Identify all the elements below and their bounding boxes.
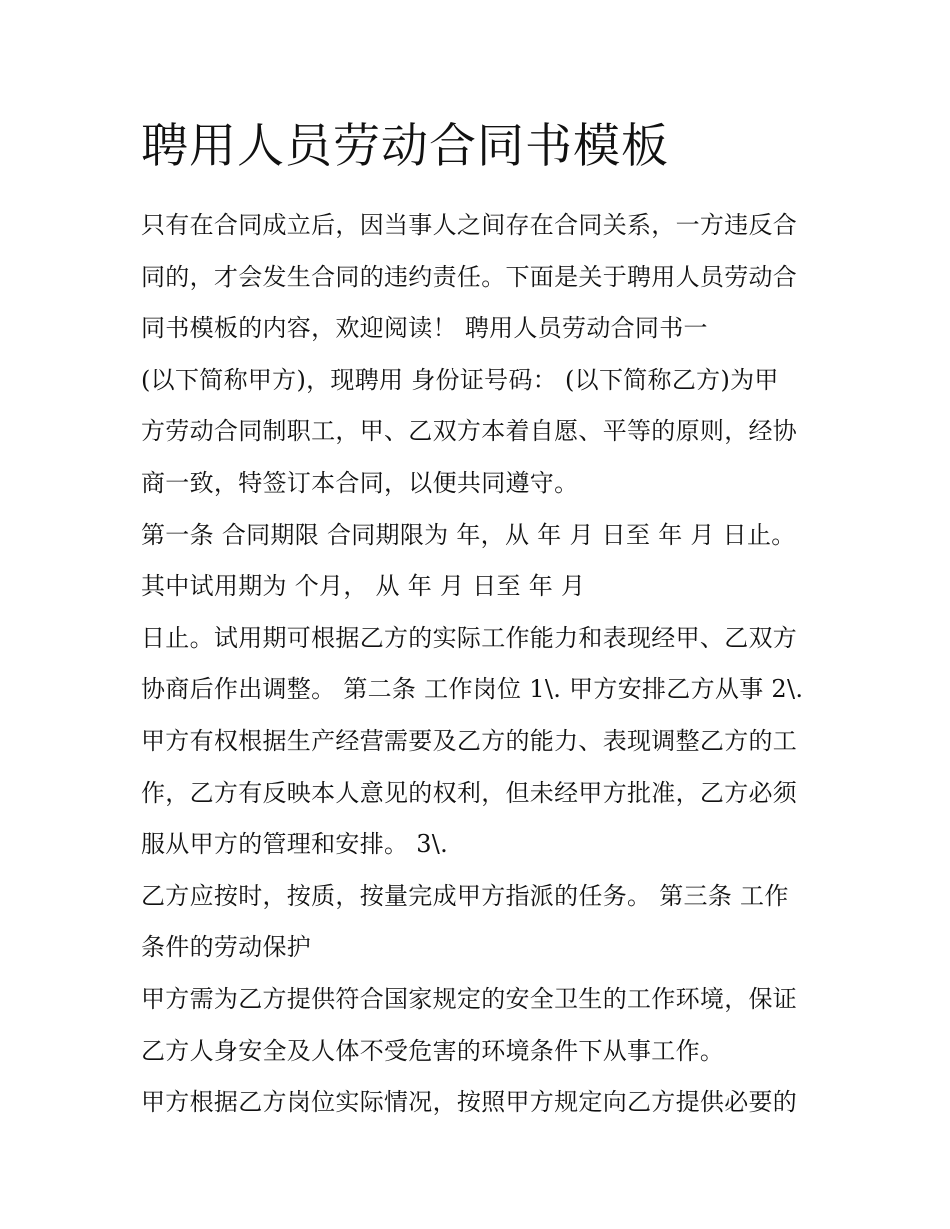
body-line: 第一条 合同期限 合同期限为 年，从 年 月 日至 年 月 日止。 <box>141 520 796 549</box>
body-line: 日止。试用期可根据乙方的实际工作能力和表现经甲、乙双方 <box>141 623 798 652</box>
body-line: 商一致，特签订本合同，以便共同遵守。 <box>141 468 579 497</box>
body-line: 方劳动合同制职工，甲、乙双方本着自愿、平等的原则，经协 <box>141 417 798 446</box>
body-line: 甲方有权根据生产经营需要及乙方的能力、表现调整乙方的工 <box>141 726 798 755</box>
body-line: 乙方应按时，按质，按量完成甲方指派的任务。 第三条 工作 <box>141 881 789 910</box>
body-line: 协商后作出调整。 第二条 工作岗位 1\. 甲方安排乙方从事 2\. <box>141 675 804 704</box>
body-line: 乙方人身安全及人体不受危害的环境条件下从事工作。 <box>141 1036 725 1065</box>
body-line: 服从甲方的管理和安排。 3\. <box>141 830 449 859</box>
body-line: 作，乙方有反映本人意见的权利，但未经甲方批准，乙方必须 <box>141 778 798 807</box>
document-body <box>141 200 831 1129</box>
document-title: 聘用人员劳动合同书模板 <box>141 119 669 174</box>
body-line: (以下简称甲方)，现聘用 身份证号码： (以下简称乙方)为甲 <box>141 365 779 394</box>
body-line: 其中试用期为 个月， 从 年 月 日至 年 月 <box>141 572 586 601</box>
body-line: 只有在合同成立后，因当事人之间存在合同关系，一方违反合 <box>141 211 798 239</box>
body-line: 同书模板的内容，欢迎阅读！ 聘用人员劳动合同书一 <box>141 314 708 343</box>
body-line: 甲方需为乙方提供符合国家规定的安全卫生的工作环境，保证 <box>141 984 798 1013</box>
body-line: 条件的劳动保护 <box>141 933 312 962</box>
body-line: 同的，才会发生合同的违约责任。下面是关于聘用人员劳动合 <box>141 262 798 291</box>
body-line: 甲方根据乙方岗位实际情况，按照甲方规定向乙方提供必要的 <box>141 1088 798 1117</box>
